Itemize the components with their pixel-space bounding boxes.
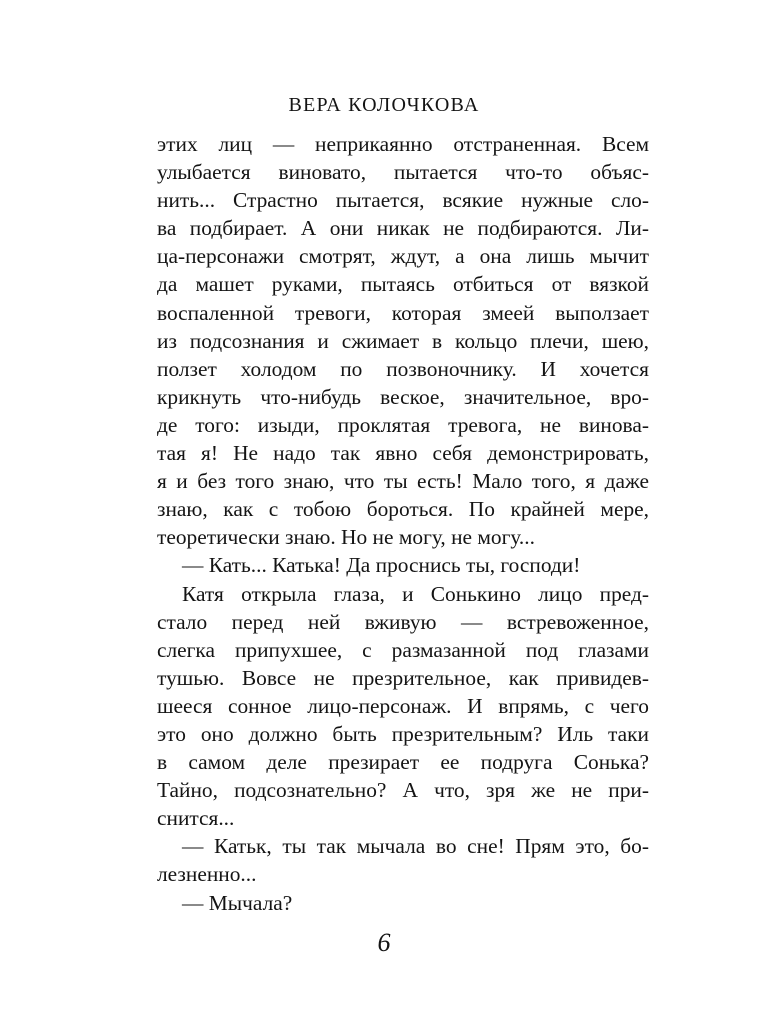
text-line: Катя открыла глаза, и Сонькино лицо пред- <box>182 581 649 606</box>
text-line: тушью. Вовсе не презрительное, как привидев- <box>157 665 649 690</box>
text-line: улыбается виновато, пытается что-то объяс- <box>157 160 649 185</box>
text-line: тая я! Не надо так явно себя демонстрировать, <box>157 441 649 466</box>
text-line: этих лиц — неприкаянно отстраненная. Всем <box>157 132 649 156</box>
text-line: я и без того знаю, что ты есть! Мало того, я даже <box>157 469 649 494</box>
text-line: из подсознания и сжимает в кольцо плечи, шею, <box>157 328 649 353</box>
running-head-author: ВЕРА КОЛОЧКОВА <box>288 94 480 116</box>
text-line: лезненно... <box>157 862 257 887</box>
text-line: это оно должно быть презрительным? Иль таки <box>157 721 649 746</box>
text-line: снится... <box>157 806 235 831</box>
text-line: ползет холодом по позвоночнику. И хочется <box>157 356 649 381</box>
text-line: воспаленной тревоги, которая змеей выползает <box>157 300 649 325</box>
body-text <box>157 130 649 917</box>
text-line: — Мычала? <box>182 890 293 915</box>
text-line: — Катьк, ты так мычала во сне! Прям это, бо- <box>182 834 649 859</box>
page-number: 6 <box>377 928 391 957</box>
text-line: — Кать... Катька! Да проснись ты, господи! <box>182 553 581 578</box>
text-line: крикнуть что-нибудь веское, значительное, вро- <box>157 384 649 409</box>
text-line: слегка припухшее, с размазанной под глазами <box>157 637 649 662</box>
text-line: да машет руками, пытаясь отбиться от вязкой <box>157 272 649 297</box>
text-line: стало перед ней вживую — встревоженное, <box>157 609 649 634</box>
text-line: теоретически знаю. Но не могу, не могу... <box>157 525 535 550</box>
text-line: шееся сонное лицо-персонаж. И впрямь, с чего <box>157 693 649 718</box>
text-line: в самом деле презирает ее подруга Сонька? <box>157 750 649 775</box>
text-line: Тайно, подсознательно? А что, зря же не при- <box>157 778 649 803</box>
text-line: ца-персонажи смотрят, ждут, а она лишь мычит <box>157 244 649 269</box>
text-line: знаю, как с тобою бороться. По крайней мере, <box>157 497 649 522</box>
text-line: ва подбирает. А они никак не подбираются. Ли- <box>157 216 649 241</box>
text-line: нить... Страстно пытается, всякие нужные сло- <box>157 188 649 213</box>
text-line: де того: изыди, проклятая тревога, не винова- <box>157 412 649 437</box>
